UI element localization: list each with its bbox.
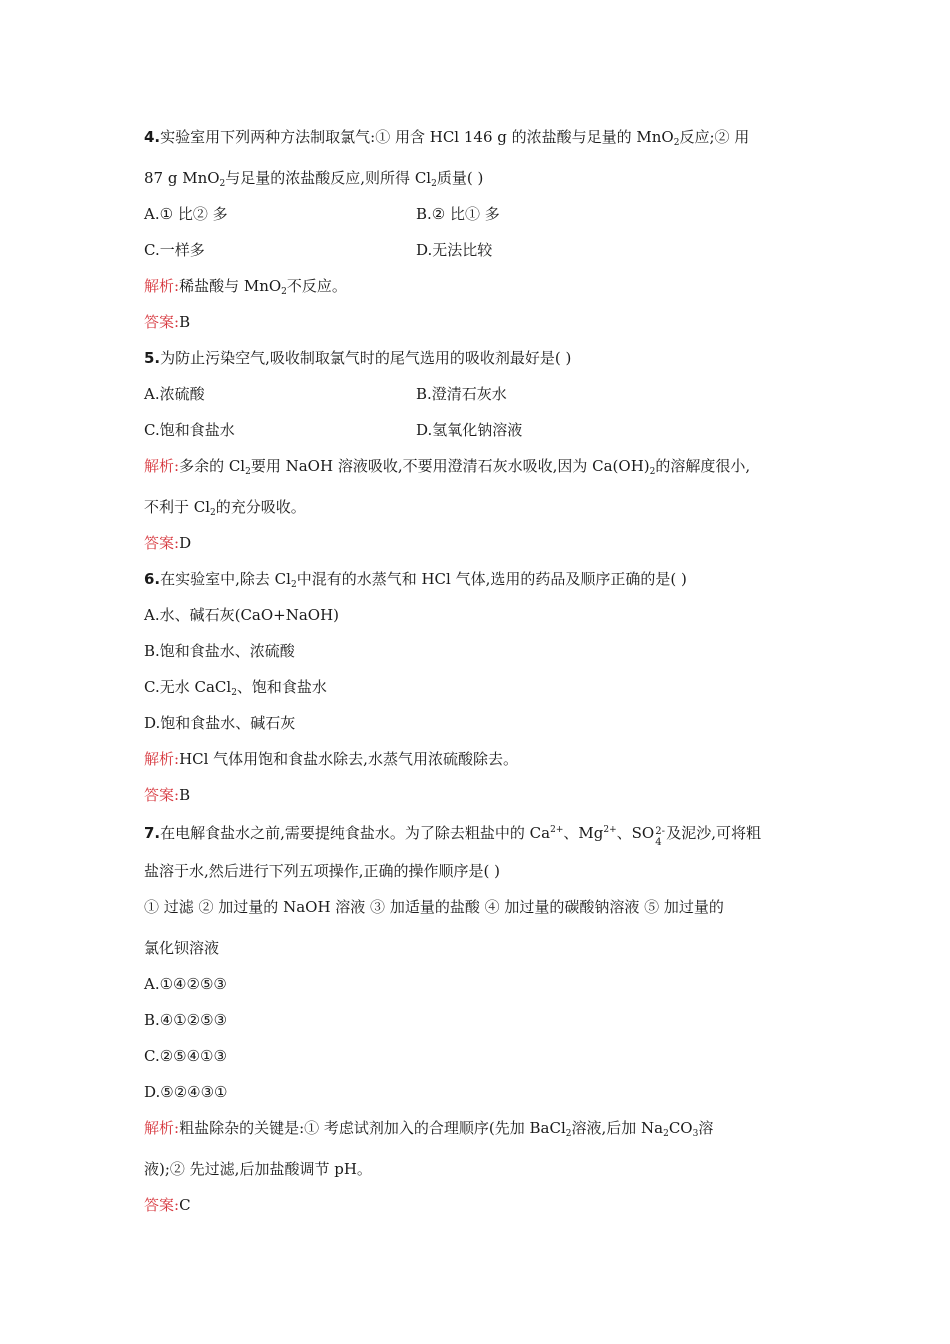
q6-answer [144, 785, 190, 805]
explanation-label: 解析: [144, 1119, 180, 1137]
subscript: 2 [290, 580, 297, 590]
q4-stem-line1 [144, 127, 749, 153]
subscript: 2 [663, 1129, 669, 1139]
answer-value: B [179, 313, 191, 331]
q5-stem-text: 为防止污染空气,吸收制取氯气时的尾气选用的吸收剂最好是( ) [160, 349, 572, 367]
superscript: 2+ [603, 825, 617, 835]
q7-explanation-line2: 液);② 先过滤,后加盐酸调节 pH。 [144, 1160, 372, 1178]
answer-value: D [179, 534, 192, 552]
subscript: 2 [210, 508, 216, 518]
option-text: 、饱和食盐水 [236, 678, 327, 696]
q4-option-d: D.无法比较 [416, 241, 493, 259]
q7-steps-line2: 氯化钡溶液 [144, 939, 220, 957]
subscript: 2 [245, 467, 251, 477]
answer-label: 答案: [144, 313, 180, 331]
question-number: 5. [144, 349, 161, 367]
ion-charge: 2- [655, 826, 665, 837]
q4-options-row2 [144, 240, 493, 260]
question-number: 4. [144, 128, 161, 146]
explanation-label: 解析: [144, 750, 180, 768]
subscript: 2 [649, 467, 656, 477]
q4-stem-line2 [144, 168, 483, 194]
q4-option-b: B.② 比① 多 [416, 205, 500, 223]
q7-option-c: C.②⑤④①③ [144, 1047, 227, 1065]
q5-stem [144, 348, 571, 368]
answer-label: 答案: [144, 786, 180, 804]
explanation-label: 解析: [144, 277, 180, 295]
q4-option-a: A.① 比② 多 [144, 205, 228, 223]
q5-option-b: B.澄清石灰水 [416, 385, 507, 403]
option-text: C.无水 CaCl [144, 678, 232, 696]
q4-stem-text-end: 反应;② 用 [679, 128, 750, 146]
q6-stem [144, 569, 687, 595]
q6-option-b: B.饱和食盐水、浓硫酸 [144, 642, 295, 660]
subscript: 2 [219, 179, 226, 189]
q4-stem-text: 质量( ) [436, 169, 484, 187]
q7-stem-line1 [144, 820, 761, 848]
q4-stem-text: 与足量的浓盐酸反应,则所得 Cl [225, 169, 432, 187]
q5-option-a: A.浓硫酸 [144, 385, 205, 403]
q5-explanation-line1 [144, 456, 750, 482]
q5-option-c: C.饱和食盐水 [144, 421, 235, 439]
explanation-text: 溶液,后加 Na [571, 1119, 664, 1137]
answer-label: 答案: [144, 1196, 180, 1214]
q7-stem-text: 及泥沙,可将粗 [666, 824, 761, 842]
ion-subscript: 4 [655, 837, 662, 848]
q6-option-a: A.水、碱石灰(CaO+NaOH) [144, 606, 340, 624]
explanation-text: 粗盐除杂的关键是:① 考虑试剂加入的合理顺序(先加 BaCl [179, 1119, 566, 1137]
q7-stem-text: 在电解食盐水之前,需要提纯食盐水。为了除去粗盐中的 Ca [160, 824, 551, 842]
question-number: 7. [144, 824, 161, 842]
subscript: 2 [673, 138, 680, 148]
subscript: 2 [565, 1129, 572, 1139]
q4-explanation [144, 276, 347, 302]
explanation-text: 要用 NaOH 溶液吸收,不要用澄清石灰水吸收,因为 Ca(OH) [250, 457, 650, 475]
subscript: 2 [231, 688, 237, 698]
subscript: 3 [692, 1129, 699, 1139]
sulfate-charge-notation [654, 826, 666, 848]
q5-option-d: D.氢氧化钠溶液 [416, 421, 523, 439]
explanation-text: 稀盐酸与 MnO [179, 277, 282, 295]
q7-option-b: B.④①②⑤③ [144, 1011, 228, 1029]
explanation-text: HCl 气体用饱和食盐水除去,水蒸气用浓硫酸除去。 [179, 750, 518, 768]
q4-options-row1 [144, 204, 500, 224]
explanation-text: CO [668, 1119, 693, 1137]
q4-stem-text: 实验室用下列两种方法制取氯气:① 用含 HCl 146 g 的浓盐酸与足量的 MnO [160, 128, 674, 146]
explanation-text: 多余的 Cl [179, 457, 246, 475]
q4-answer [144, 312, 190, 332]
explanation-text: 的溶解度很小, [655, 457, 751, 475]
explanation-text: 溶 [698, 1119, 714, 1137]
q7-explanation-line1 [144, 1118, 713, 1144]
q4-stem-text: 87 g MnO [144, 169, 220, 187]
answer-value: B [179, 786, 191, 804]
q6-explanation [144, 749, 518, 769]
explanation-text: 不利于 Cl [144, 498, 211, 516]
explanation-text: 的充分吸收。 [215, 498, 306, 516]
subscript: 2 [431, 179, 437, 189]
explanation-label: 解析: [144, 457, 180, 475]
q5-answer [144, 533, 191, 553]
q7-steps-line1: ① 过滤 ② 加过量的 NaOH 溶液 ③ 加适量的盐酸 ④ 加过量的碳酸钠溶液 ⑤ 加过量的 [144, 898, 724, 916]
subscript: 2 [281, 287, 287, 297]
q7-stem-text: 、Mg [563, 824, 604, 842]
answer-label: 答案: [144, 534, 180, 552]
q7-option-d: D.⑤②④③① [144, 1083, 228, 1101]
q6-stem-text: 中混有的水蒸气和 HCl 气体,选用的药品及顺序正确的是( ) [296, 570, 687, 588]
q5-options-row1 [144, 384, 507, 404]
q6-stem-text: 在实验室中,除去 Cl [160, 570, 291, 588]
q4-option-c: C.一样多 [144, 241, 205, 259]
answer-value: C [179, 1196, 191, 1214]
q7-stem-text: 、SO [616, 824, 655, 842]
q5-options-row2 [144, 420, 523, 440]
q6-option-c [144, 677, 327, 703]
q5-explanation-line2 [144, 497, 306, 523]
q7-option-a: A.①④②⑤③ [144, 975, 227, 993]
explanation-text: 不反应。 [286, 277, 347, 295]
superscript: 2+ [550, 825, 564, 835]
question-number: 6. [144, 570, 161, 588]
q6-option-d: D.饱和食盐水、碱石灰 [144, 714, 296, 732]
q7-stem-line2: 盐溶于水,然后进行下列五项操作,正确的操作顺序是( ) [144, 862, 501, 880]
q7-answer [144, 1195, 191, 1215]
